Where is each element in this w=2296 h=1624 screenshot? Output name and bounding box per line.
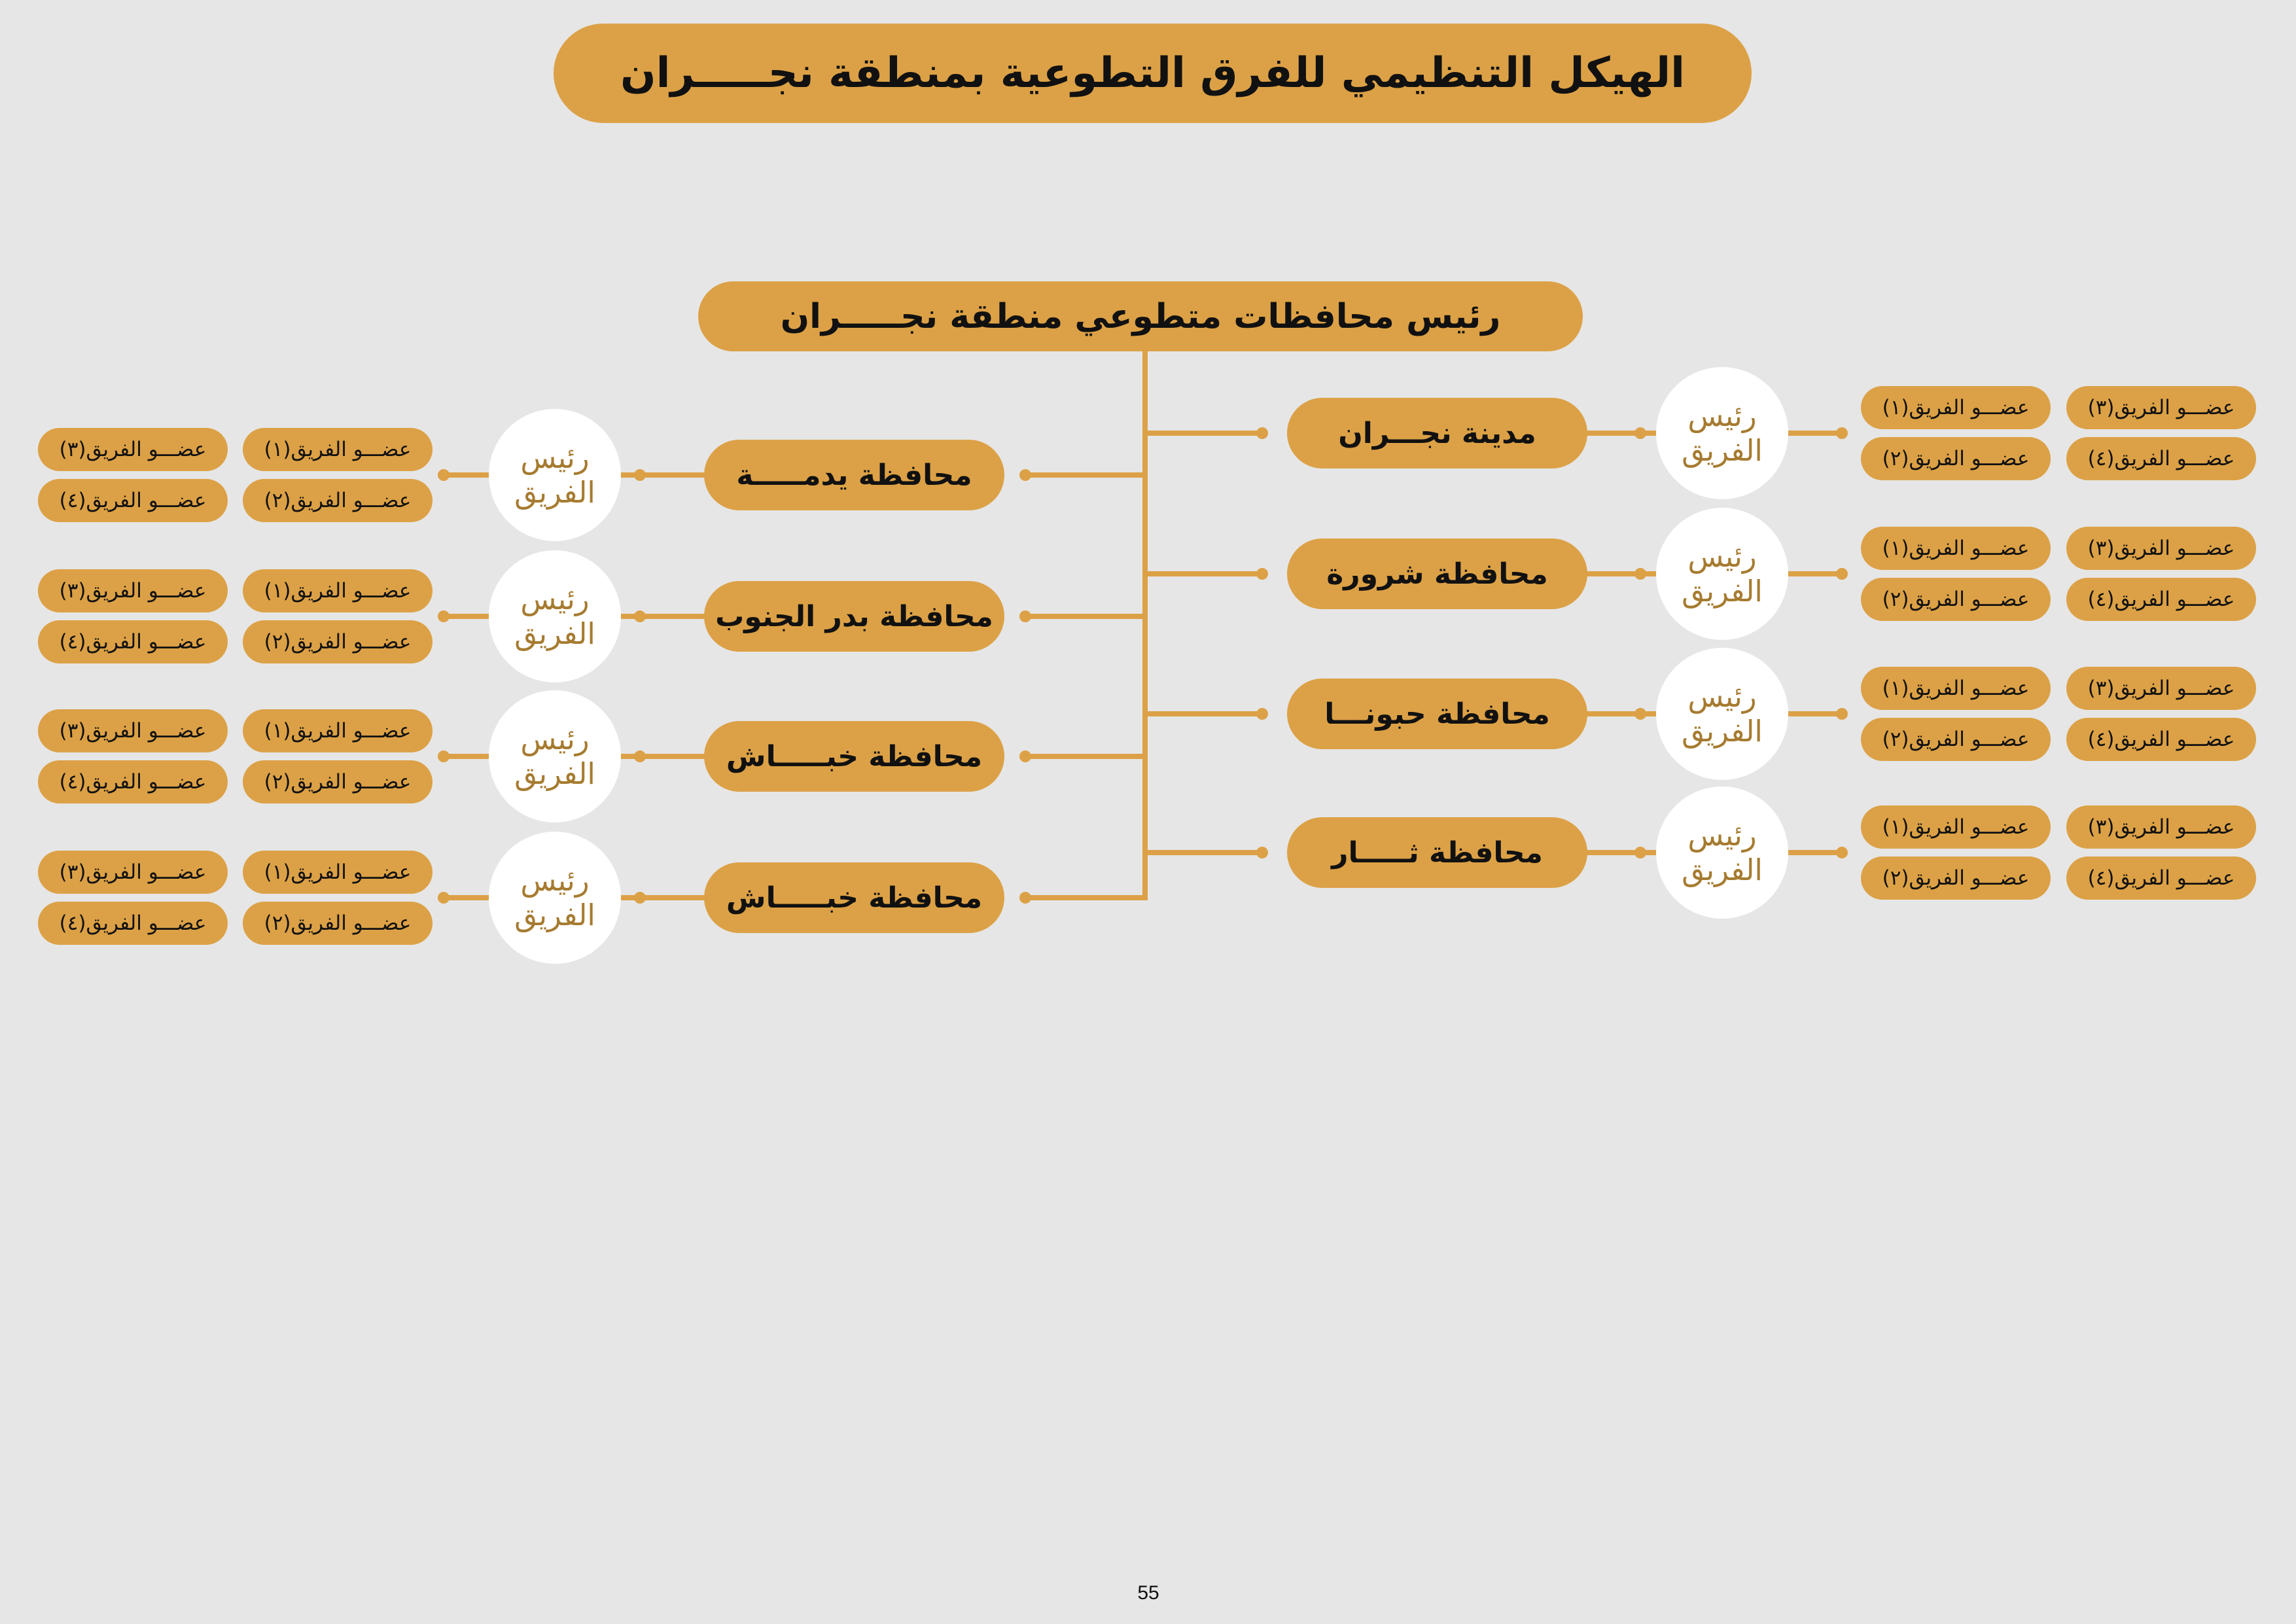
connector-dot: [438, 892, 450, 904]
team-leader-label-line1: رئيس: [520, 440, 590, 475]
team-leader-label-line2: الفريق: [1682, 853, 1763, 887]
team-member-node: عضـــو الفريق(٣): [38, 569, 228, 612]
team-leader-label-line2: الفريق: [1682, 574, 1763, 609]
governorate-label: محافظة حبونـــا: [1287, 679, 1587, 749]
connector-dot: [1836, 847, 1848, 858]
connector-dot: [1019, 469, 1031, 481]
connector-dot: [1634, 568, 1646, 580]
team-leader-node: [1656, 648, 1788, 780]
governorate-label: مدينة نجـــران: [1287, 398, 1587, 468]
team-member-node: عضـــو الفريق(١): [1861, 805, 2051, 849]
team-leader-label-line2: الفريق: [1682, 433, 1763, 468]
team-leader-label-line1: رئيس: [1687, 538, 1757, 574]
connector-dot: [1634, 708, 1646, 720]
team-member-node: عضـــو الفريق(٢): [243, 902, 433, 945]
team-member-node: عضـــو الفريق(٤): [38, 902, 228, 945]
team-member-node: عضـــو الفريق(٢): [243, 760, 433, 803]
governorate-label: محافظة بدر الجنوب: [704, 581, 1004, 652]
team-leader-label-line2: الفريق: [514, 475, 595, 510]
team-member-node: عضـــو الفريق(٤): [38, 620, 228, 663]
team-member-node: عضـــو الفريق(١): [243, 851, 433, 894]
team-leader-label-line2: الفريق: [514, 898, 595, 932]
team-leader-label-line1: رئيس: [520, 721, 590, 756]
connector-dot: [1019, 892, 1031, 904]
governorate-label: محافظة يدمـــــة: [704, 440, 1004, 510]
team-member-node: عضـــو الفريق(٣): [2066, 667, 2256, 710]
team-leader-label-line1: رئيس: [1687, 398, 1757, 433]
connector-dot: [1836, 427, 1848, 439]
team-member-node: عضـــو الفريق(٣): [38, 851, 228, 894]
team-member-node: عضـــو الفريق(٣): [2066, 386, 2256, 429]
team-leader-node: [1656, 786, 1788, 919]
team-member-node: عضـــو الفريق(٢): [1861, 856, 2051, 900]
team-member-node: عضـــو الفريق(٤): [38, 760, 228, 803]
connector-dot: [1256, 568, 1268, 580]
connector-dot: [1256, 847, 1268, 858]
team-member-node: عضـــو الفريق(٤): [2066, 578, 2256, 621]
team-leader-label-line1: رئيس: [1687, 817, 1757, 853]
team-leader-label-line2: الفريق: [514, 616, 595, 651]
governorate-label: محافظة شرورة: [1287, 538, 1587, 609]
team-leader-label-line1: رئيس: [520, 581, 590, 616]
governorate-label: محافظة خبـــــاش: [704, 721, 1004, 792]
connector-dot: [634, 892, 646, 904]
connector-dot: [1256, 708, 1268, 720]
team-member-node: عضـــو الفريق(١): [1861, 667, 2051, 710]
governorate-label: محافظة خبـــــاش: [704, 862, 1004, 933]
team-member-node: عضـــو الفريق(٢): [1861, 578, 2051, 621]
team-member-node: عضـــو الفريق(٤): [2066, 718, 2256, 761]
team-member-node: عضـــو الفريق(٢): [1861, 437, 2051, 480]
team-leader-label-line1: رئيس: [1687, 679, 1757, 714]
connector-dot: [1634, 427, 1646, 439]
team-member-node: عضـــو الفريق(٣): [38, 428, 228, 471]
connector-dot: [634, 469, 646, 481]
page-number: 55: [1137, 1582, 1159, 1604]
connector-dot: [438, 469, 450, 481]
team-leader-label-line1: رئيس: [520, 862, 590, 898]
connector-dot: [1019, 610, 1031, 622]
team-member-node: عضـــو الفريق(٣): [2066, 805, 2256, 849]
team-member-node: عضـــو الفريق(٤): [2066, 437, 2256, 480]
team-leader-node: [1656, 367, 1788, 499]
team-leader-node: [489, 409, 621, 541]
team-leader-node: [489, 690, 621, 822]
chart-title: الهيكل التنظيمي للفرق التطوعية بمنطقة نجـــــران: [554, 24, 1752, 123]
team-member-node: عضـــو الفريق(٣): [38, 709, 228, 752]
team-member-node: عضـــو الفريق(١): [243, 569, 433, 612]
connector-dot: [1836, 568, 1848, 580]
team-member-node: عضـــو الفريق(٤): [38, 479, 228, 522]
root-node: رئيس محافظات متطوعي منطقة نجـــــران: [698, 281, 1583, 351]
team-leader-node: [489, 832, 621, 964]
team-leader-node: [1656, 508, 1788, 640]
team-leader-node: [489, 550, 621, 682]
connector-dot: [1634, 847, 1646, 858]
team-member-node: عضـــو الفريق(٢): [243, 479, 433, 522]
team-member-node: عضـــو الفريق(١): [1861, 527, 2051, 570]
connector-dot: [634, 750, 646, 762]
connector-dot: [1256, 427, 1268, 439]
team-leader-label-line2: الفريق: [514, 756, 595, 791]
connector-dot: [438, 610, 450, 622]
team-member-node: عضـــو الفريق(٢): [243, 620, 433, 663]
connector-dot: [1019, 750, 1031, 762]
team-member-node: عضـــو الفريق(٤): [2066, 856, 2256, 900]
team-member-node: عضـــو الفريق(١): [1861, 386, 2051, 429]
connector-dot: [634, 610, 646, 622]
team-leader-label-line2: الفريق: [1682, 714, 1763, 749]
connector-dot: [1836, 708, 1848, 720]
team-member-node: عضـــو الفريق(١): [243, 709, 433, 752]
connector-dot: [438, 750, 450, 762]
team-member-node: عضـــو الفريق(٢): [1861, 718, 2051, 761]
team-member-node: عضـــو الفريق(١): [243, 428, 433, 471]
governorate-label: محافظة ثـــــار: [1287, 817, 1587, 888]
team-member-node: عضـــو الفريق(٣): [2066, 527, 2256, 570]
